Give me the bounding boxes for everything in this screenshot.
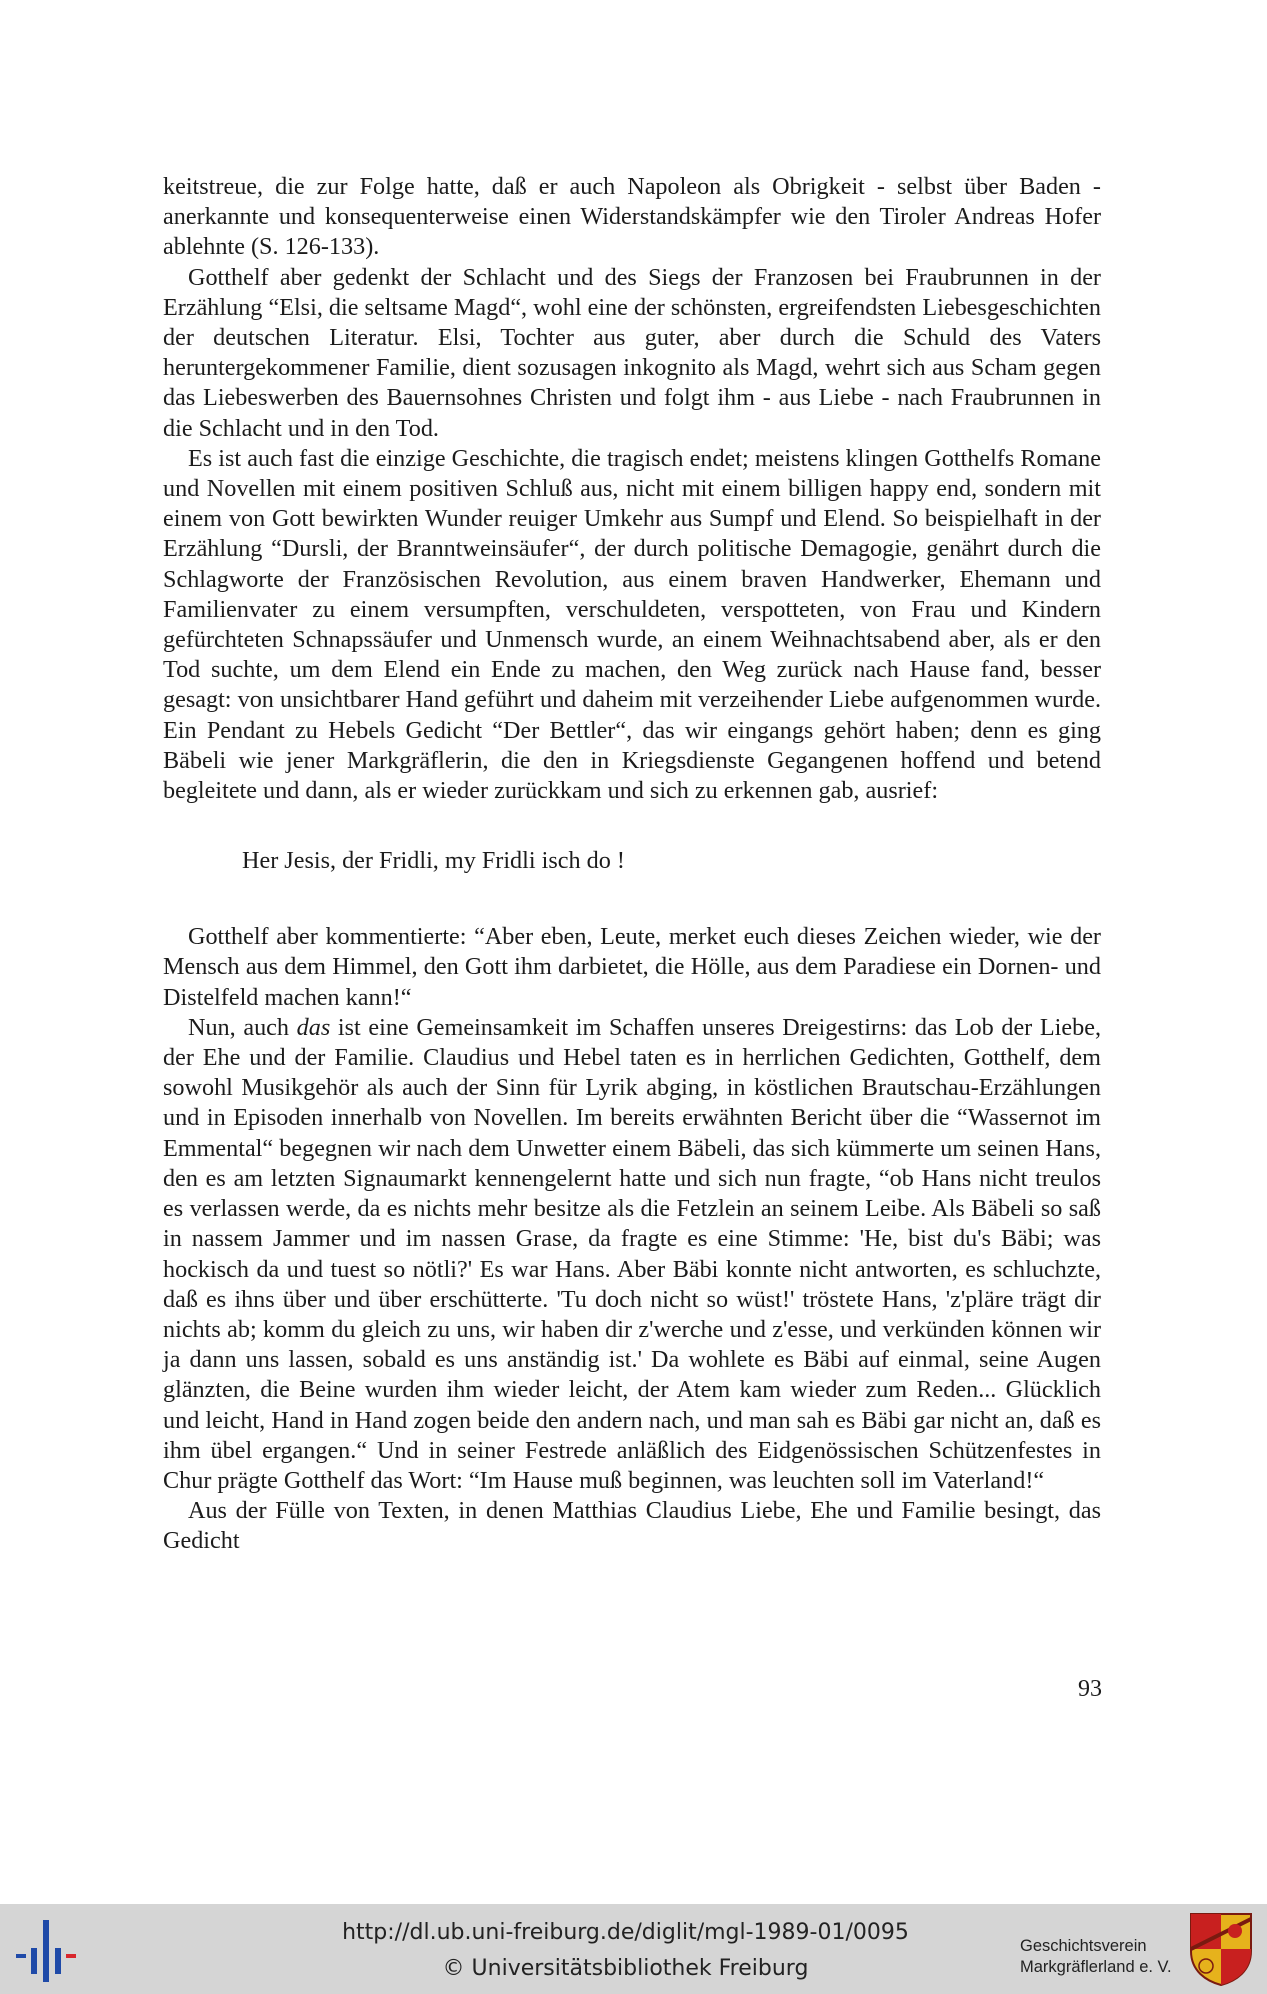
paragraph: Gotthelf aber gedenkt der Schlacht und des Siegs der Franzosen bei Fraubrunnen in der Erzählung “Elsi, die seltsame Magd“, wohl eine der schönsten, ergreifendsten Liebesgeschichten der deutschen Literatur. Elsi, Tochter aus guter, aber durch die Schuld des Vaters heruntergekommener Familie, dient sozusagen inkognito als Magd, wehrt sich aus Scham gegen das Liebeswerben des Bauernsohnes Christen und folgt ihm - aus Liebe - nach Fraubrunnen in die Schlacht und in den Tod. — [163, 263, 1101, 442]
verse-quote: Her Jesis, der Fridli, my Fridli isch do ! — [242, 847, 625, 875]
paragraph: Aus der Fülle von Texten, in denen Matthias Claudius Liebe, Ehe und Familie besingt, das Gedicht — [163, 1497, 1101, 1555]
society-name-line: Markgräflerland e. V. — [1020, 1958, 1172, 1976]
copyright-notice: © Universitätsbibliothek Freiburg — [442, 1956, 809, 1981]
coat-of-arms-icon — [1188, 1911, 1254, 1987]
paragraph: Gotthelf aber kommentierte: “Aber eben, Leute, merket euch dieses Zeichen wieder, wie der Mensch aus dem Himmel, den Gott ihm darbietet, die Hölle, aus dem Paradiese ein Dornen- und Distelfeld machen kann!“ — [163, 923, 1101, 1011]
paragraph: Es ist auch fast die einzige Geschichte, die tragisch endet; meistens klingen Gotthelfs Romane und Novellen mit einem positiven Schluß aus, nicht mit einem billigen happy end, sondern mit einem von Gott bewirkten Wunder reuiger Umkehr aus Sumpf und Elend. So beispielhaft in der Erzählung “Dursli, der Branntweinsäufer“, der durch politische Demagogie, genährt durch die Schlagworte der Französischen Revolution, aus einem braven Handwerker, Ehemann und Familienvater zu einem versumpften, verschuldeten, verspotteten, von Frau und Kindern gefürchteten Schnapssäufer und Unmensch wurde, an einem Weihnachtsabend aber, als er den Tod suchte, um dem Elend ein Ende zu machen, den Weg zurück nach Hause fand, besser gesagt: von unsichtbarer Hand geführt und daheim mit verzeihender Liebe aufgenommen wurde. Ein Pendant zu Hebels Gedicht “Der Bettler“, das wir eingangs gehört haben; denn es ging Bäbeli wie jener Markgräflerin, die den in Kriegsdienste Gegangenen hoffend und betend begleitete und dann, als er wieder zurückkam und sich zu erkennen gab, ausrief: — [163, 444, 1101, 805]
paragraph-text: ist eine Gemeinsamkeit im Schaffen unseres Dreigestirns: das Lob der Liebe, der Ehe und der Familie. Claudius und Hebel taten es in herrlichen Gedichten, Gotthelf, dem sowohl Musikgehör als auch der Sinn für Lyrik abging, in köstlichen Brautschau-Erzählungen und in Episoden innerhalb von Novellen. Im bereits erwähnten Bericht über die “Wassernot im Emmental“ begegnen wir nach dem Unwetter einem Bäbeli, das sich kümmerte um seinen Hans, den es am letzten Signaumarkt kennengelernt hatte und sich nun fragte, “ob Hans nicht treulos es verlassen werde, da es nichts mehr besitze als die Fetzlein an seinem Leibe. Als Bäbeli so saß in nassem Jammer und im nassen Grase, da fragte es eine Stimme: 'He, bist du's Bäbi; was hockisch da und tuest so nötli?' Es war Hans. Aber Bäbi konnte nicht antworten, es schluchzte, daß es ihns über und über erschütterte. 'Tu doch nicht so wüst!' tröstete Hans, 'z'pläre trägt dir nichts ab; komm du gleich zu uns, wir haben dir z'werche und z'esse, und verkünden können wir ja dann uns lassen, sobald es uns anständig ist.' Da wohlete es Bäbi auf einmal, seine Augen glänzten, die Beine wurden ihm wieder leicht, der Atem kam wieder zum Reden... Glücklich und leicht, Hand in Hand zogen beide den andern nach, und man sah es Bäbi gar nicht an, daß es ihm übel ergangen.“ Und in seiner Festrede anläßlich des Eidgenössischen Schützenfestes in Chur prägte Gotthelf das Wort: “Im Hause muß beginnen, was leuchten soll im Vaterland!“ — [163, 1013, 1101, 1494]
footer-bar — [0, 1904, 1267, 1994]
paragraph: keitstreue, die zur Folge hatte, daß er auch Napoleon als Obrigkeit - selbst über Baden - anerkannte und konsequenterweise einen Widerstandskämpfer wie den Tiroler Andreas Hofer ablehnte (S. 126-133). — [163, 173, 1101, 261]
society-name-line: Geschichtsverein — [1020, 1937, 1147, 1955]
source-url[interactable]: http://dl.ub.uni-freiburg.de/diglit/mgl-1989-01/0095 — [342, 1920, 909, 1945]
page-number: 93 — [1078, 1676, 1102, 1702]
paragraph — [163, 1013, 1101, 1496]
society-name — [1020, 1936, 1190, 1978]
article-body — [163, 172, 1101, 1557]
paragraph-text: Nun, auch — [188, 1013, 297, 1041]
emphasized-word: das — [296, 1013, 331, 1041]
